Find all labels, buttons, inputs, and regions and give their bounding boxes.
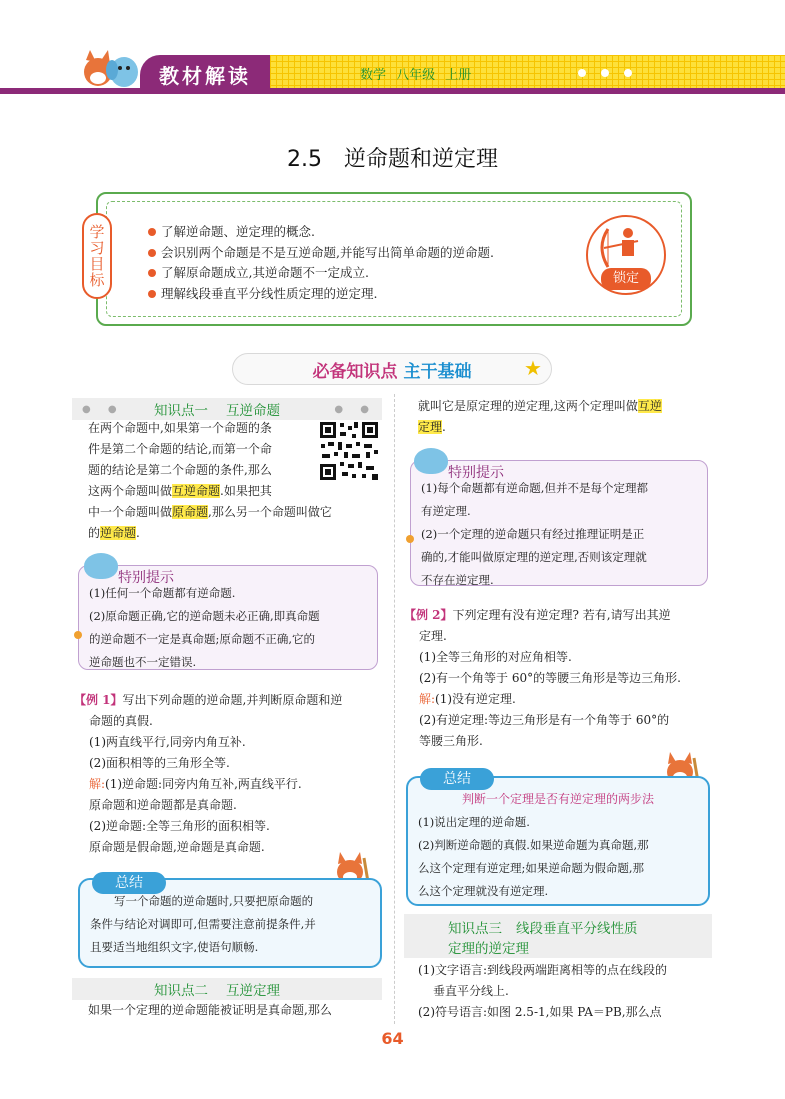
text-line: [418, 396, 718, 417]
tip-line: 有逆定理.: [421, 504, 471, 518]
kp2-name: 互逆定理: [226, 983, 280, 999]
kp3-tag: 知识点三: [448, 921, 502, 937]
header-tab: 教材解读: [140, 55, 270, 93]
text-line: [74, 690, 386, 711]
summary-box-2: [406, 776, 710, 906]
example-2: [404, 605, 716, 752]
kp2-paragraph: 如果一个定理的逆命题能被证明是真命题,那么: [88, 1003, 332, 1017]
goal-item: 了解原命题成立,其逆命题不一定成立.: [148, 263, 494, 284]
tip-line: 逆命题也不一定错误.: [89, 655, 197, 669]
tip-line: (1)任何一个命题都有逆命题.: [89, 586, 236, 600]
highlight-term: 互逆: [637, 399, 662, 413]
kp1-paragraph-cont: [88, 502, 388, 544]
qr-code[interactable]: [318, 420, 380, 482]
decor-dot: [74, 631, 82, 639]
goal-item: 了解逆命题、逆定理的概念.: [148, 222, 494, 243]
kp3-title-line: [448, 917, 638, 937]
text-line: (2)面积相等的三角形全等.: [89, 756, 230, 770]
text-line: 定理.: [419, 629, 447, 643]
text-line: [404, 689, 716, 710]
text-line: 原命题和逆命题都是真命题.: [89, 798, 237, 812]
header-dot: [624, 69, 632, 77]
kp1-name: 互逆命题: [226, 403, 280, 419]
banner-part2: 主干基础: [403, 361, 472, 382]
page-title: [0, 142, 785, 173]
summary-line: 条件与结论对调即可,但需要注意前提条件,并: [90, 917, 316, 931]
tip-line: 的逆命题不一定是真命题;原命题不正确,它的: [89, 632, 316, 646]
special-tip-title: 特别提示: [118, 570, 174, 586]
kp3-name-cont: 定理的逆定理: [448, 941, 529, 957]
text-line: [88, 502, 388, 523]
elephant-mascot-icon: [414, 448, 448, 474]
text-line: [418, 417, 718, 438]
lock-label: 锁定: [601, 268, 651, 290]
example-label: 【例 1】: [74, 693, 123, 707]
text-span: 的: [88, 526, 101, 540]
section-banner: [232, 353, 552, 385]
text-span: 下列定理有没有逆定理? 若有,请写出其逆: [452, 608, 671, 622]
text-line: (2)逆命题:全等三角形的面积相等.: [89, 819, 270, 833]
text-line: (2)有一个角等于 60°的等腰三角形是等边三角形.: [419, 671, 681, 685]
example-label: 【例 2】: [404, 608, 453, 622]
kp3-name: 线段垂直平分线性质: [516, 921, 638, 937]
text-line: (2)有逆定理:等边三角形是有一个角等于 60°的: [419, 713, 670, 727]
highlight-term: 逆命题: [100, 526, 137, 540]
tip-line: 不存在逆定理.: [421, 573, 494, 587]
dots-decoration: ● ●: [82, 403, 124, 415]
text-line: 原命题是假命题,逆命题是真命题.: [89, 840, 265, 854]
tip-line: (1)每个命题都有逆命题,但并不是每个定理都: [421, 481, 648, 495]
text-line: 件是第二个命题的结论,而第一个命: [88, 442, 272, 456]
tip-line: (2)原命题正确,它的逆命题未必正确,即真命题: [89, 609, 320, 623]
text-line: 命题的真假.: [89, 714, 153, 728]
decor-dot: [406, 535, 414, 543]
banner-part1: 必备知识点: [312, 361, 398, 382]
text-line: [88, 481, 318, 502]
text-span: 这两个命题叫做: [88, 484, 173, 498]
kp2-tag: 知识点二: [154, 983, 208, 999]
text-line: [88, 523, 388, 544]
summary-line: 么这个定理就没有逆定理.: [418, 884, 549, 898]
summary-line: 写一个命题的逆命题时,只要把原命题的: [114, 894, 314, 908]
text-line: [404, 605, 716, 626]
summary-line: 且要适当地组织文字,使语句顺畅.: [90, 940, 259, 954]
special-tip-title: 特别提示: [448, 465, 504, 481]
text-span: (1)没有逆定理.: [435, 692, 516, 706]
text-line: (1)两直线平行,同旁内角互补.: [89, 735, 246, 749]
header-grid-band: [270, 55, 785, 88]
summary-subtitle: 判断一个定理是否有逆定理的两步法: [461, 792, 654, 806]
star-icon: ★: [524, 356, 542, 380]
text-line: 题的结论是第二个命题的条件,那么: [88, 463, 272, 477]
section-number: 2.5: [286, 147, 322, 172]
text-span: (1)逆命题:同旁内角互补,两直线平行.: [105, 777, 302, 791]
summary-line: 么这个定理有逆定理;如果逆命题为假命题,那: [418, 861, 645, 875]
tip-line: (2)一个定理的逆命题只有经过推理证明是正: [421, 527, 645, 541]
text-line: (1)文字语言:到线段两端距离相等的点在线段的: [418, 963, 668, 977]
text-span: 就叫它是原定理的逆定理,这两个定理叫做: [418, 399, 638, 413]
learning-goals-list: [148, 222, 494, 304]
highlight-term: 原命题: [172, 505, 209, 519]
kp1-paragraph: [88, 418, 318, 502]
elephant-mascot-icon: [84, 553, 118, 579]
summary-tag: 总结: [420, 768, 494, 790]
text-span: 写出下列命题的逆命题,并判断原命题和逆: [122, 693, 343, 707]
summary-line: (1)说出定理的逆命题.: [418, 815, 530, 829]
goal-item: 会识别两个命题是不是互逆命题,并能写出简单命题的逆命题.: [148, 243, 494, 264]
example-1: [74, 690, 386, 858]
text-span: 中一个命题叫做: [88, 505, 173, 519]
knowledge-point-1-header: [72, 398, 382, 420]
page-number: 64: [381, 1029, 404, 1048]
summary-tag: 总结: [92, 872, 166, 894]
text-span: .如果把其: [220, 484, 272, 498]
text-span: .: [442, 420, 446, 434]
knowledge-point-3-header: [404, 914, 712, 958]
dots-decoration: ● ●: [334, 403, 376, 415]
solution-label: 解:: [419, 692, 436, 706]
header-dot: [601, 69, 609, 77]
solution-label: 解:: [89, 777, 106, 791]
section-title: 逆命题和逆定理: [343, 147, 498, 172]
text-line: 等腰三角形.: [419, 734, 483, 748]
header-subtitle: 数学 八年级 上册: [360, 68, 472, 83]
goal-item: 理解线段垂直平分线性质定理的逆定理.: [148, 284, 494, 305]
column-divider: [394, 394, 395, 1024]
text-line: 在两个命题中,如果第一个命题的条: [88, 421, 272, 435]
highlight-term: 定理: [418, 420, 443, 434]
text-span: .: [136, 526, 140, 540]
highlight-term: 互逆命题: [172, 484, 221, 498]
text-line: (1)全等三角形的对应角相等.: [419, 650, 572, 664]
mascot-characters-icon: [80, 50, 140, 90]
kp1-tag: 知识点一: [154, 403, 208, 419]
knowledge-point-2-header: [72, 978, 382, 1000]
kp3-paragraph: [418, 960, 718, 1023]
header-dot: [578, 69, 586, 77]
summary-line: (2)判断逆命题的真假.如果逆命题为真命题,那: [418, 838, 649, 852]
tip-line: 确的,才能叫做原定理的逆定理,否则该定理就: [421, 550, 647, 564]
text-line: 垂直平分线上.: [433, 984, 509, 998]
text-line: (2)符号语言:如图 2.5-1,如果 PA＝PB,那么点: [418, 1005, 662, 1019]
learning-goals-label: 学习目标: [82, 213, 112, 299]
text-line: [74, 774, 386, 795]
text-span: ,那么另一个命题叫做它: [208, 505, 332, 519]
kp2-paragraph-cont: [418, 396, 718, 438]
